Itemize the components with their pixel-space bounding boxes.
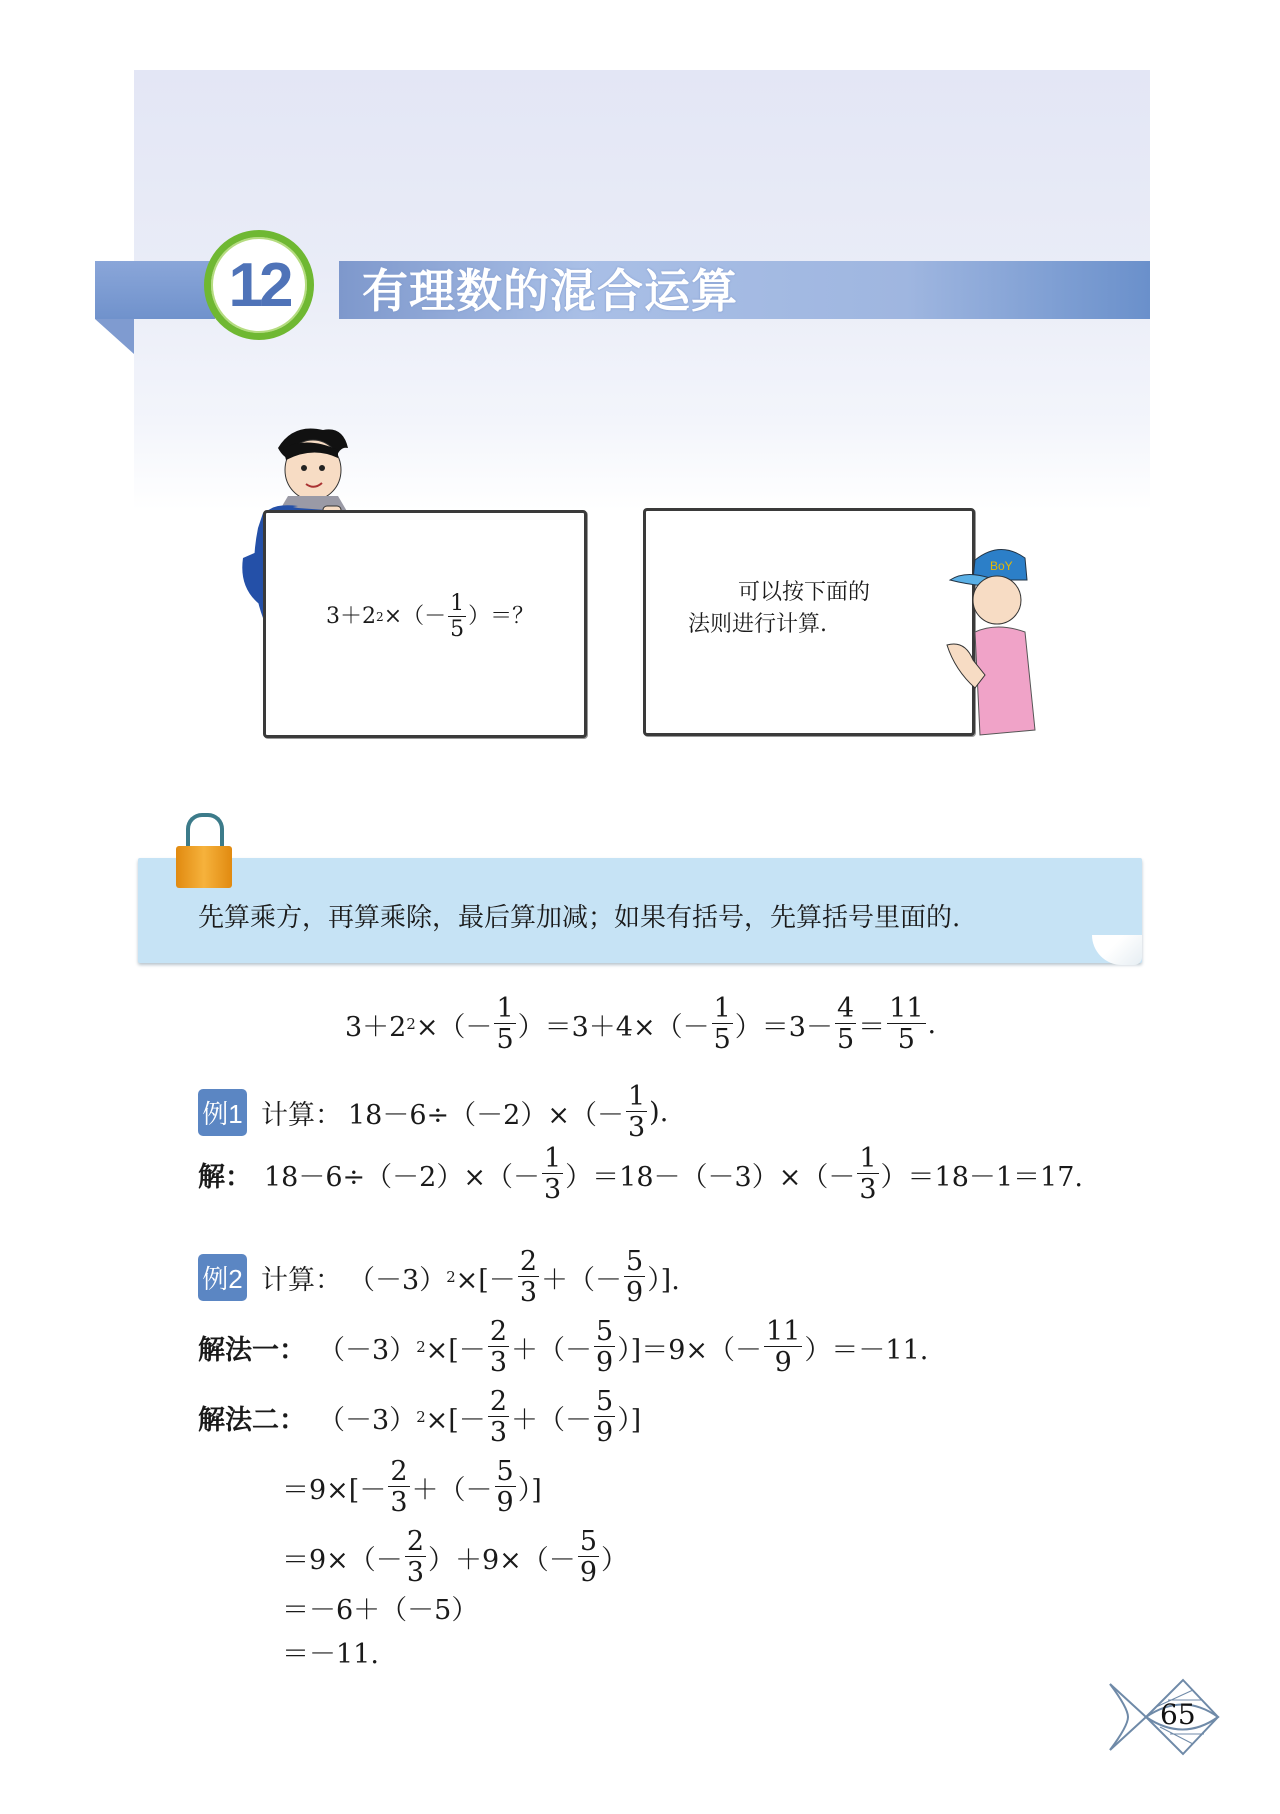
question-expression: 3＋2 2 ×（－ $\frac{1}{5}$ ）＝？ — [326, 591, 535, 642]
binder-clip-body — [176, 846, 232, 888]
example2-method2-line1: 解法二： （－3） 2 ×[－ $\frac{2}{3}$ ＋（－ $\frac{5}{9}$ ）] — [198, 1386, 642, 1448]
example1-badge: 例1 — [198, 1089, 247, 1136]
example2-method2-line2: ＝9×[－ $\frac{2}{3}$ ＋（－ $\frac{5}{9}$ ）] — [282, 1456, 542, 1518]
example2-method2-line3: ＝9×（－ $\frac{2}{3}$ ）＋9×（－ $\frac{5}{9}$ ） — [282, 1526, 628, 1588]
example1-solution: 解： 18－6÷（－2）×（－ $\frac{1}{3}$ ）＝18－（－3）×（－ $\frac{1}{3}$ ）＝18－1＝17. — [198, 1143, 1083, 1205]
example2-question: 例2 计算： （－3） 2 ×[－ $\frac{2}{3}$ ＋（－ $\frac{5}{9}$ ）]. — [198, 1248, 680, 1306]
example2-method1: 解法一： （－3） 2 ×[－ $\frac{2}{3}$ ＋（－ $\frac{5}{9}$ ）]＝9×（－ $\frac{11}{9}$ ）＝－11. — [198, 1316, 929, 1378]
page-number: 65 — [1160, 1698, 1196, 1731]
question-board — [263, 510, 587, 738]
svg-text:BoY: BoY — [990, 559, 1013, 573]
hint-board — [643, 508, 975, 736]
example2-method2-line4: ＝－6＋（－5） — [282, 1595, 479, 1626]
title-band-fold — [95, 319, 134, 354]
chapter-number: 12 — [228, 250, 290, 320]
example1-question: 例1 计算： 18－6÷（－2）×（－ $\frac{1}{3}$ ). — [198, 1083, 668, 1141]
rule-text: 先算乘方，再算乘除，最后算加减；如果有括号，先算括号里面的. — [198, 903, 961, 933]
title-band-left — [95, 261, 215, 319]
example2-method2-line5: ＝－11. — [282, 1639, 379, 1670]
example2-badge: 例2 — [198, 1254, 247, 1301]
worked-formula: 3＋2 2 ×（－ $\frac{1}{5}$ ）＝3＋4×（－ $\frac{1}{5}$ ）＝3－ $\frac{4}{5}$ ＝ $\frac{11}{5}$ . — [345, 993, 937, 1055]
boy-with-cap-illustration — [945, 540, 1040, 740]
hint-line-1: 可以按下面的 — [738, 580, 871, 605]
hint-line-2: 法则进行计算. — [688, 612, 827, 637]
chapter-number-badge — [204, 230, 314, 340]
chapter-title: 有理数的混合运算 — [362, 265, 738, 317]
